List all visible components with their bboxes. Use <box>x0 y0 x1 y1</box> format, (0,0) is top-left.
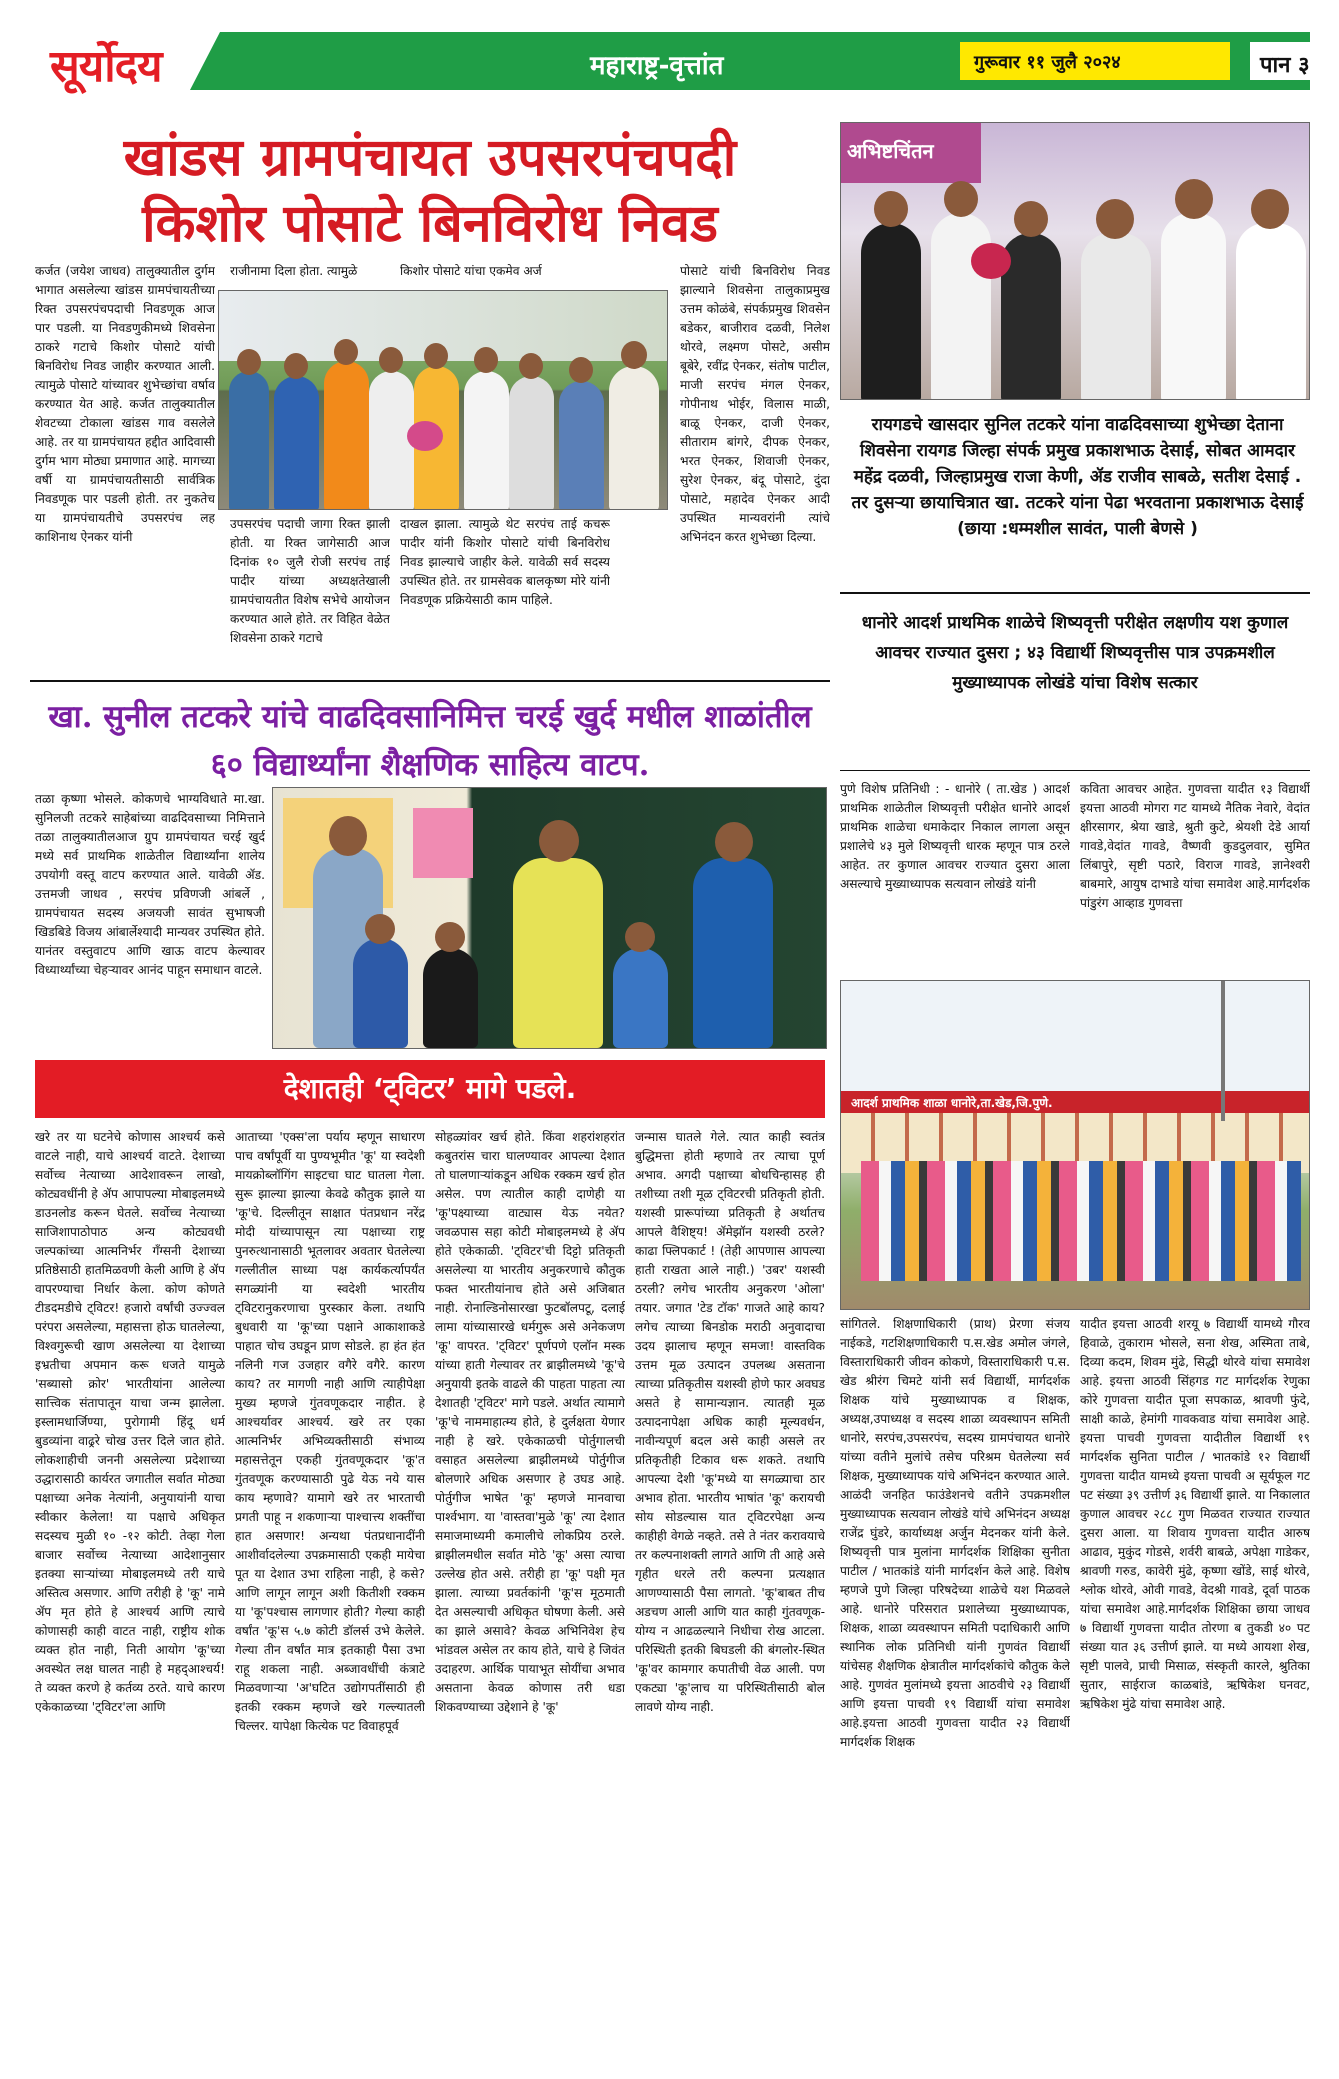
school-headline: धानोरे आदर्श प्राथमिक शाळेचे शिष्यवृत्ती परीक्षेत लक्षणीय यश कुणाल आवचर राज्यात दुसरा ; ४३ विद्यार्थी शिष्यवृत्तीस पात्र उपक्रमशील मुख्याध्यापक लोखंडे यांचा विशेष सत्कार <box>861 613 1289 693</box>
school-column-1: पुणे विशेष प्रतिनिधी : - धानोरे ( ता.खेड ) आदर्श प्राथमिक शाळेतील शिष्यवृत्ती परीक्षेत धानोरे आदर्श प्राथमिक शाळेचा धमाकेदार निकाल लागला असून प्रशालेचे ४३ मुले शिष्यवृत्ती धारक म्हणून पात्र ठरले आहेत. तर कुणाल आवचर राज्यात दुसरा आला असल्याचे मुख्याध्यापक सत्यवान लोखंडे यांनी <box>840 782 1070 891</box>
story1-headline-line1: खांडस ग्रामपंचायत उपसरपंचपदी <box>123 127 737 188</box>
birthday-photo-caption: रायगडचे खासदार सुनिल तटकरे यांना वाढदिवसाच्या शुभेच्छा देताना शिवसेना रायगड जिल्हा संपर्क प्रमुख प्रकाशभाऊ देसाई, सोबत आमदार महेंद्र दळवी, जिल्हाप्रमुख राजा केणी, ॲड राजीव साबळे, सतीश देसाई . तर दुसऱ्या छायाचित्रात खा. तटकरे यांना पेढा भरवताना प्रकाशभाऊ देसाई (छाया :धम्मशील सावंत, पाली बेणसे ) <box>851 415 1304 539</box>
story3-column-3: सोहळ्यांवर खर्च होते. किंवा शहरांशहरांत कबुतरांस चारा घालण्यावर आपल्या देशात तो घालणाऱ्यांकडून अधिक रक्कम खर्च होत असेल. पण त्यातील काही दाणेही या 'कू'पक्ष्याच्या वाट्यास येऊ नयेत? जवळपास सहा कोटी मोबाइलमध्ये हे ॲप होते एकेकाळी. 'ट्विटर'ची दिट्टो प्रतिकृती असलेल्या या भारतीय अनुकरणाचे कौतुक फक्त भारतीयांनाच होते असे अजिबात नाही. रोनाल्डिनोसारखा फुटबॉलपटू, दलाई लामा यांच्यासारखे धर्मगुरू असे अनेकजण 'कू' वापरत. 'ट्विटर' पूर्णपणे एलॉन मस्क यांच्या हाती गेल्यावर तर ब्राझीलमध्ये 'कू'चे अनुयायी इतके वाढले की पाहता पाहता त्या देशातही 'ट्विटर' मागे पडले. अर्थात त्यामागे 'कू'चे नाममाहात्म्य होते, हे दुर्लक्षता येणार नाही हे खरे. एकेकाळची पोर्तुगालची वसाहत असलेल्या ब्राझीलमध्ये पोर्तुगीज बोलणारे अधिक असणार हे उघड आहे. पोर्तुगीज भाषेत 'कू' म्हणजे मानवाचा पार्श्वभाग. या 'वास्तवा'मुळे 'कू' त्या देशात समाजमाध्यमी कमालीचे लोकप्रिय ठरले. ब्राझीलमधील सर्वात मोठे 'कू' असा त्याचा उल्लेख होत असे. तरीही हा 'कू' पक्षी मृत झाला. त्याच्या प्रवर्तकांनी 'कू'स मूठमाती देत असल्याची अधिकृत घोषणा केली. असे का झाले असावे? केवळ अभिनिवेश हेच भांडवल असेल तर काय होते, याचे हे जिवंत उदाहरण. आर्थिक पायाभूत सोयींचा अभाव असताना केवळ कोणास तरी धडा शिकवण्याच्या उद्देशाने हे 'कू' <box>435 1130 625 1714</box>
story3-column-1: खरे तर या घटनेचे कोणास आश्चर्य कसे वाटले नाही, याचे आश्चर्य वाटते. देशाच्या सर्वोच्च नेत्याच्या आदेशावरून लाखो, कोट्यवधींनी हे ॲप आपापल्या मोबाइलमध्ये डाउनलोड करून घेतले. सर्वोच्च नेत्याच्या साजिशापाठोपाठ अन्य कोट्यवधी जल्पकांच्या आत्मनिर्भर गँग्सनी देशाच्या प्रतिष्ठेसाठी हातमिळवणी केली आणि हे ॲप वापरण्याचा निर्धार केला. कोण कोणते टीडदमडीचे ट्विटर! हजारो वर्षांची उज्ज्वल परंपरा असलेल्या, महासत्ता होऊ घातलेल्या, विश्वगुरूची खाण असलेल्या या देशाच्या इभ्रतीचा अपमान करू धजते यामुळे 'सब्यासो क्रोर' भारतीयांना आलेल्या सात्त्विक संतापातून याचा जन्म झालेला. इस्लामधार्जिण्या, पुरोगामी हिंदू धर्म बुडव्यांना वाढ्ररे चोख उत्तर दिले जात होते. लोकशाहीची जननी असलेल्या प्रदेशाच्या उद्धारासाठी कार्यरत जगातील सर्वात मोठ्या पक्षाच्या अनेक नेत्यांनी, अनुयायांनी याचा स्वीकार केलेला! या पक्षाचे अधिकृत सदस्यच मुळी १० -१२ कोटी. तेव्हा गेला बाजार सर्वोच्च नेत्याच्या आदेशानुसार इतक्या साऱ्यांच्या मोबाइलमध्ये तरी याचे अस्तित्व असणार. आणि तरीही हे 'कू' नामे ॲप मृत होते हे आश्चर्य आणि त्याचे कोणासही काही वाटत नाही, राष्ट्रीय शोक व्यक्त होत नाही, निती आयोग 'कू'च्या अवस्थेत लक्ष घालत नाही हे महद्आश्चर्य! ते व्यक्त करणे हे कर्तव्य ठरते. याचे कारण एकेकाळच्या 'ट्विटर'ला आणि <box>35 1130 225 1714</box>
school-column-4: यादीत इयत्ता आठवी शरयू ७ विद्यार्थी यामध्ये गौरव हिवाळे, तुकाराम भोसले, सना शेख, अस्मिता ताबे, दिव्या कदम, शिवम मुंढे, सिद्धी थोरवे यांचा समावेश आहे. इयत्ता आठवी सिंहगड गट मार्गदर्शक रेणुका कोरे गुणवत्ता यादीत पूजा सपकाळ, श्रावणी फुंदे, साक्षी काळे, हेमांगी गावकवाड यांचा समावेश आहे. इयत्ता पाचवी गुणवत्ता यादीतील विद्यार्थी १९ मार्गदर्शक सुनिता पाटील / भातकांडे १२ विद्यार्थी गुणवत्ता यादीत यामध्ये इयत्ता पाचवी अ सूर्यफूल गट पट संख्या ३९ उत्तीर्ण ३६ विद्यार्थी झाले. या निकालात कुणाल आवचर २८८ गुण मिळवत राज्यात राज्यात दुसरा आला. या शिवाय गुणवत्ता यादीत आरुष आढाव, मुकुंद गोडसे, शर्वरी बाबळे, अपेक्षा गाडेकर, श्रावणी गरुड, कावेरी मुंढे, कृष्णा खोंडे, साई थोरवे, श्लोक थोरवे, ओवी गावडे, वेदश्री गावडे, दूर्वा पाठक यांचा समावेश आहे.मार्गदर्शक शिक्षिका छाया जाधव ७ विद्यार्थी गुणवत्ता यादीत तोरणा ब तुकडी ४० पट संख्या यात ३६ उत्तीर्ण झाले. या मध्ये आयशा शेख, सृष्टी पालवे, प्राची मिसाळ, संस्कृती कारले, श्रुतिका सुतार, साईराज काळबांडे, ऋषिकेश घनवट, ऋषिकेश मुंढे यांचा समावेश आहे. <box>1080 1317 1310 1711</box>
story2-photo <box>272 787 827 1049</box>
story1-column-2-top: राजीनामा दिला होता. त्यामुळे <box>230 264 358 278</box>
newspaper-logo: सूर्योदय <box>50 41 162 92</box>
school-group-photo <box>840 980 1310 1310</box>
section-name: महाराष्ट्र-वृत्तांत <box>590 51 724 81</box>
birthday-photo <box>840 122 1310 400</box>
divider <box>30 680 830 682</box>
divider <box>840 592 1310 594</box>
story3-column-2: आताच्या 'एक्स'ला पर्याय म्हणून साधारण पाच वर्षांपूर्वी या पुण्यभूमीत 'कू' या स्वदेशी मायक्रोब्लॉगिंग साइटचा घाट घातला गेला. सुरू झाल्या झाल्या केवढे कौतुक झाले या 'कू'चे. दिल्लीतून साक्षात पंतप्रधान नरेंद्र मोदी यांच्यापासून त्या पक्षाच्या राष्ट्र पुनरुत्थानासाठी भूतलावर अवतार घेतलेल्या गल्लीतील साध्या पक्ष कार्यकर्त्यापर्यंत सगळ्यांनी या स्वदेशी भारतीय ट्विटरानुकरणाचा पुरस्कार केला. तथापि बुधवारी या 'कू'च्या पक्षाने आकाशाकडे पाहात चोच उघडून प्राण सोडले. हा हंत हंत नलिनी गज उजहार वगैरे वगैरे. कारण काय? तर मागणी नाही आणि त्याहीपेक्षा मुख्य म्हणजे गुंतवणूकदार नाहीत. हे आश्चर्यावर आश्चर्य. खरे तर एका आत्मनिर्भर अभिव्यक्तीसाठी संभाव्य महासत्तेतून एकही गुंतवणूकदार 'कू'त गुंतवणूक करण्यासाठी पुढे येऊ नये यास काय म्हणावे? यामागे खरे तर भारताची प्रगती पाहू न शकणाऱ्या पाश्चात्त्य शक्तींचा हात असणार! अन्यथा पंतप्रधानादींनी आशीर्वादलेल्या उपक्रमासाठी एकही मायेचा पूत या देशात उभा राहिला नाही, हे कसे? आणि लागून लागून अशी कितीशी रक्कम या 'कू'पश्चास लागणार होती? गेल्या काही वर्षांत 'कू'स ५.७ कोटी डॉलर्स उभे केलेले. गेल्या तीन वर्षांत मात्र इतकाही पैसा उभा राहू शकला नाही. अब्जावधींची कंत्राटे मिळवणाऱ्या 'अ'घटित उद्योगपतींसाठी ही इतकी रक्कम म्हणजे खरे गल्ल्यातली चिल्लर. यापेक्षा कित्येक पट विवाहपूर्व <box>235 1130 425 1733</box>
story2-headline: खा. सुनील तटकरे यांचे वाढदिवसानिमित्त चरई खुर्द मधील शाळांतील ६० विद्यार्थ्यांना शैक्षणिक साहित्य वाटप. <box>48 699 812 783</box>
story3-headline: देशातही ‘ट्विटर’ मागे पडले. <box>35 1060 825 1118</box>
school-column-2: कविता आवचर आहेत. गुणवत्ता यादीत १३ विद्यार्थी इयत्ता आठवी मोगरा गट यामध्ये नैतिक नेवारे, वेदांत क्षीरसागर, श्रेया खाडे, श्रुती कुटे, श्रेयशी देडे आर्या गावडे,वेदांत गावडे, वैष्णवी कुडदुलवार, सुमित लिंबापुरे, सृष्टी पठारे, विराज गावडे, ज्ञानेश्वरी बाबमारे, आयुष दाभाडे यांचा समावेश आहे.मार्गदर्शक पांडुरंग आव्हाड गुणवत्ता <box>1080 782 1310 910</box>
school-banner: आदर्श प्राथमिक शाळा धानोरे,ता.खेड,जि.पुणे. <box>841 1091 1310 1113</box>
story1-column-3: दाखल झाला. त्यामुळे थेट सरपंच ताई कचरू पादीर यांनी किशोर पोसाटे यांची बिनविरोध निवड झाल्याचे जाहीर केले. यावेळी सर्व सदस्य उपस्थित होते. तर ग्रामसेवक बालकृष्ण मोरे यांनी निवडणूक प्रक्रियेसाठी काम पाहिले. <box>400 517 610 607</box>
story1-headline-line2: किशोर पोसाटे बिनविरोध निवड <box>142 193 718 254</box>
banner-text: अभिष्टचिंतन <box>841 123 981 183</box>
divider <box>840 770 1310 771</box>
issue-date: गुरूवार ११ जुलै २०२४ <box>960 42 1230 80</box>
story3-column-4: जन्मास घातले गेले. त्यात काही स्वतंत्र बुद्धिमत्ता होती म्हणावे तर त्याचा पूर्ण अभाव. अगदी पक्षाच्या बोधचिन्हासह ही तशीच्या तशी मूळ ट्विटरची प्रतिकृती होती. यशस्वी प्रारूपांच्या प्रतिकृती हे अर्थातच आपले वैशिष्ट्य! ॲमेझॉन यशस्वी ठरले? काढा फ्लिपकार्ट ! (तेही आपणास आपल्या हाती राखता आले नाही.) 'उबर' यशस्वी ठरली? लगेच भारतीय अनुकरण 'ओला' तयार. जगात 'टेड टॉक' गाजते आहे काय? लगेच त्याच्या बिनडोक मराठी अनुवादाचा उदय झालाच म्हणून समजा! वास्तविक उत्तम मूळ उत्पादन उपलब्ध असताना त्याच्या प्रतिकृतीस यशस्वी होणे फार अवघड असते हे सामान्यज्ञान. त्यातही मूळ उत्पादनापेक्षा अधिक काही मूल्यवर्धन, नावीन्यपूर्ण बदल असे काही असले तर प्रतिकृतीही टिकाव धरू शकते. तथापि आपल्या देशी 'कू'मध्ये या सगळ्याचा ठार अभाव होता. भारतीय भाषांत 'कू' करायची सोय सोडल्यास यात ट्विटरपेक्षा अन्य काहीही वेगळे नव्हते. तसे ते नंतर करावयाचे तर कल्पनाशक्ती लागते आणि ती आहे असे गृहीत धरले तरी कल्पना प्रत्यक्षात आणण्यासाठी पैसा लागतो. 'कू'बाबत तीच अडचण आली आणि यात काही गुंतवणूक-योग्य न आढळल्याने निधीचा रोख आटला. परिस्थिती इतकी बिघडली की बंगलोर-स्थित 'कू'वर कामगार कपातीची वेळ आली. पण एकट्या 'कू'लाच या परिस्थितीसाठी बोल लावणे योग्य नाही. <box>635 1130 825 1714</box>
story1-column-2: उपसरपंच पदाची जागा रिक्त झाली होती. या रिक्त जागेसाठी आज दिनांक १० जुलै रोजी सरपंच ताई पादीर यांच्या अध्यक्षतेखाली ग्रामपंचायतीत विशेष सभेचे आयोजन करण्यात आले होते. तर विहित वेळेत शिवसेना ठाकरे गटाचे <box>230 517 390 645</box>
section-bar <box>220 32 1310 90</box>
bouquet-icon <box>407 421 443 451</box>
masthead <box>30 28 1310 90</box>
bouquet-icon <box>971 243 1011 279</box>
page-number: पान ३ <box>1250 42 1320 80</box>
story1-column-1: कर्जत (जयेश जाधव) तालुक्यातील दुर्गम भागात असलेल्या खांडस ग्रामपंचायतीच्या रिक्त उपसरपंचपदाची निवडणूक आज पार पडली. या निवडणुकीमध्ये शिवसेना ठाकरे गटाचे किशोर पोसाटे यांची बिनविरोध निवड जाहीर करण्यात आली. त्यामुळे पोसाटे यांच्यावर शुभेच्छांचा वर्षाव करण्यात येत आहे. कर्जत तालुक्यातील शेवटच्या टोकाला खांडस गाव वसलेले आहे. तर या ग्रामपंचायत हद्दीत आदिवासी दुर्गम भाग मोठ्या प्रमाणात आहे. मागच्या वर्षी या ग्रामपंचायतीसाठी सार्वत्रिक निवडणूक पार पडली होती. तर नुकतेच या ग्रामपंचायतीचे उपसरपंच लह काशिनाथ ऐनकर यांनी <box>35 264 215 544</box>
story1-group-photo <box>218 290 668 510</box>
story1-column-4: पोसाटे यांची बिनविरोध निवड झाल्याने शिवसेना तालुकाप्रमुख उत्तम कोळंबे, संपर्कप्रमुख शिवसेन बडेकर, बाजीराव दळवी, निलेश थोरवे, लक्ष्मण पोसटे, असीम बूबेरे, रवींद्र ऐनकर, संतोष पाटील, माजी सरपंच मंगल ऐनकर, गोपीनाथ भोईर, विलास माळी, बाळू ऐनकर, दाजी ऐनकर, सीताराम बांगरे, दीपक ऐनकर, भरत ऐनकर, शिवाजी ऐनकर, सुरेश ऐनकर, बंदू पोसाटे, दुंदा पोसाटे, महादेव ऐनकर आदी उपस्थित मान्यवरांनी त्यांचे अभिनंदन करत शुभेच्छा दिल्या. <box>680 264 830 544</box>
story1-column-3-top: किशोर पोसाटे यांचा एकमेव अर्ज <box>400 264 542 278</box>
story2-text: तळा कृष्णा भोसले. कोकणचे भाग्यविधाते मा.खा. सुनिलजी तटकरे साहेबांच्या वाढदिवसाच्या निमित्ताने तळा तालुक्यातीलआज ग्रुप ग्रामपंचायत चरई खुर्द मध्ये सर्व प्राथमिक शाळेतील विद्यार्थ्यांना शालेय उपयोगी वस्तू वाटप करण्यात आले. यावेळी ॲड. उत्तमजी जाधव , सरपंच प्रविणजी आंबर्ले , ग्रामपंचायत सदस्य अजयजी सावंत सुभाषजी खिडबिडे विजय आंबार्लेश्यादी मान्यवर उपस्थित होते. यानंतर वस्तुवाटप आणि खाऊ वाटप केल्यावर विध्यार्थ्यांच्या चेहऱ्यावर आनंद पाहून समाधान वाटले. <box>35 792 265 977</box>
school-column-3: सांगितले. शिक्षणाधिकारी (प्राथ) प्रेरणा संजय नाईकडे, गटशिक्षणाधिकारी प.स.खेड अमोल जंगले, विस्ताराधिकारी जीवन कोकणे, विस्ताराधिकारी प.स. खेड श्रीरंग चिमटे यांनी सर्व विद्यार्थी, मार्गदर्शक शिक्षक यांचे मुख्याध्यापक व शिक्षक, अध्यक्ष,उपाध्यक्ष व सदस्य शाळा व्यवस्थापन समिती धानोरे, सरपंच,उपसरपंच, सदस्य ग्रामपंचायत धानोरे यांच्या वतीने मुलांचे तसेच परिश्रम घेतलेल्या सर्व शिक्षक, मुख्याध्यापक यांचे अभिनंदन करण्यात आले. आळंदी जनहित फाउंडेशनचे वतीने उपक्रमशील मुख्याध्यापक सत्यवान लोखंडे यांचे अभिनंदन अध्यक्ष राजेंद्र घुंडरे, कार्याध्यक्ष अर्जुन मेदनकर यांनी केले. शिष्यवृत्ती पात्र मुलांना मार्गदर्शक शिक्षिका सुनीता पाटील / भातकांडे यांनी मार्गदर्शन केले आहे. विशेष म्हणजे पुणे जिल्हा परिषदेच्या शाळेचे यश मिळवले आहे. धानोरे परिसरात प्रशालेच्या मुख्याध्यापक, शिक्षक, शाळा व्यवस्थापन समिती पदाधिकारी आणि स्थानिक लोक प्रतिनिधी यांनी गुणवंत विद्यार्थी यांचेसह शैक्षणिक क्षेत्रातील मार्गदर्शकांचे कौतुक केले आहे. गुणवंत मुलांमध्ये इयत्ता आठवीचे २३ विद्यार्थी आणि इयत्ता पाचवी १९ विद्यार्थी यांचा समावेश आहे.इयत्ता आठवी गुणवत्ता यादीत २३ विद्यार्थी मार्गदर्शक शिक्षक <box>840 1317 1070 1749</box>
